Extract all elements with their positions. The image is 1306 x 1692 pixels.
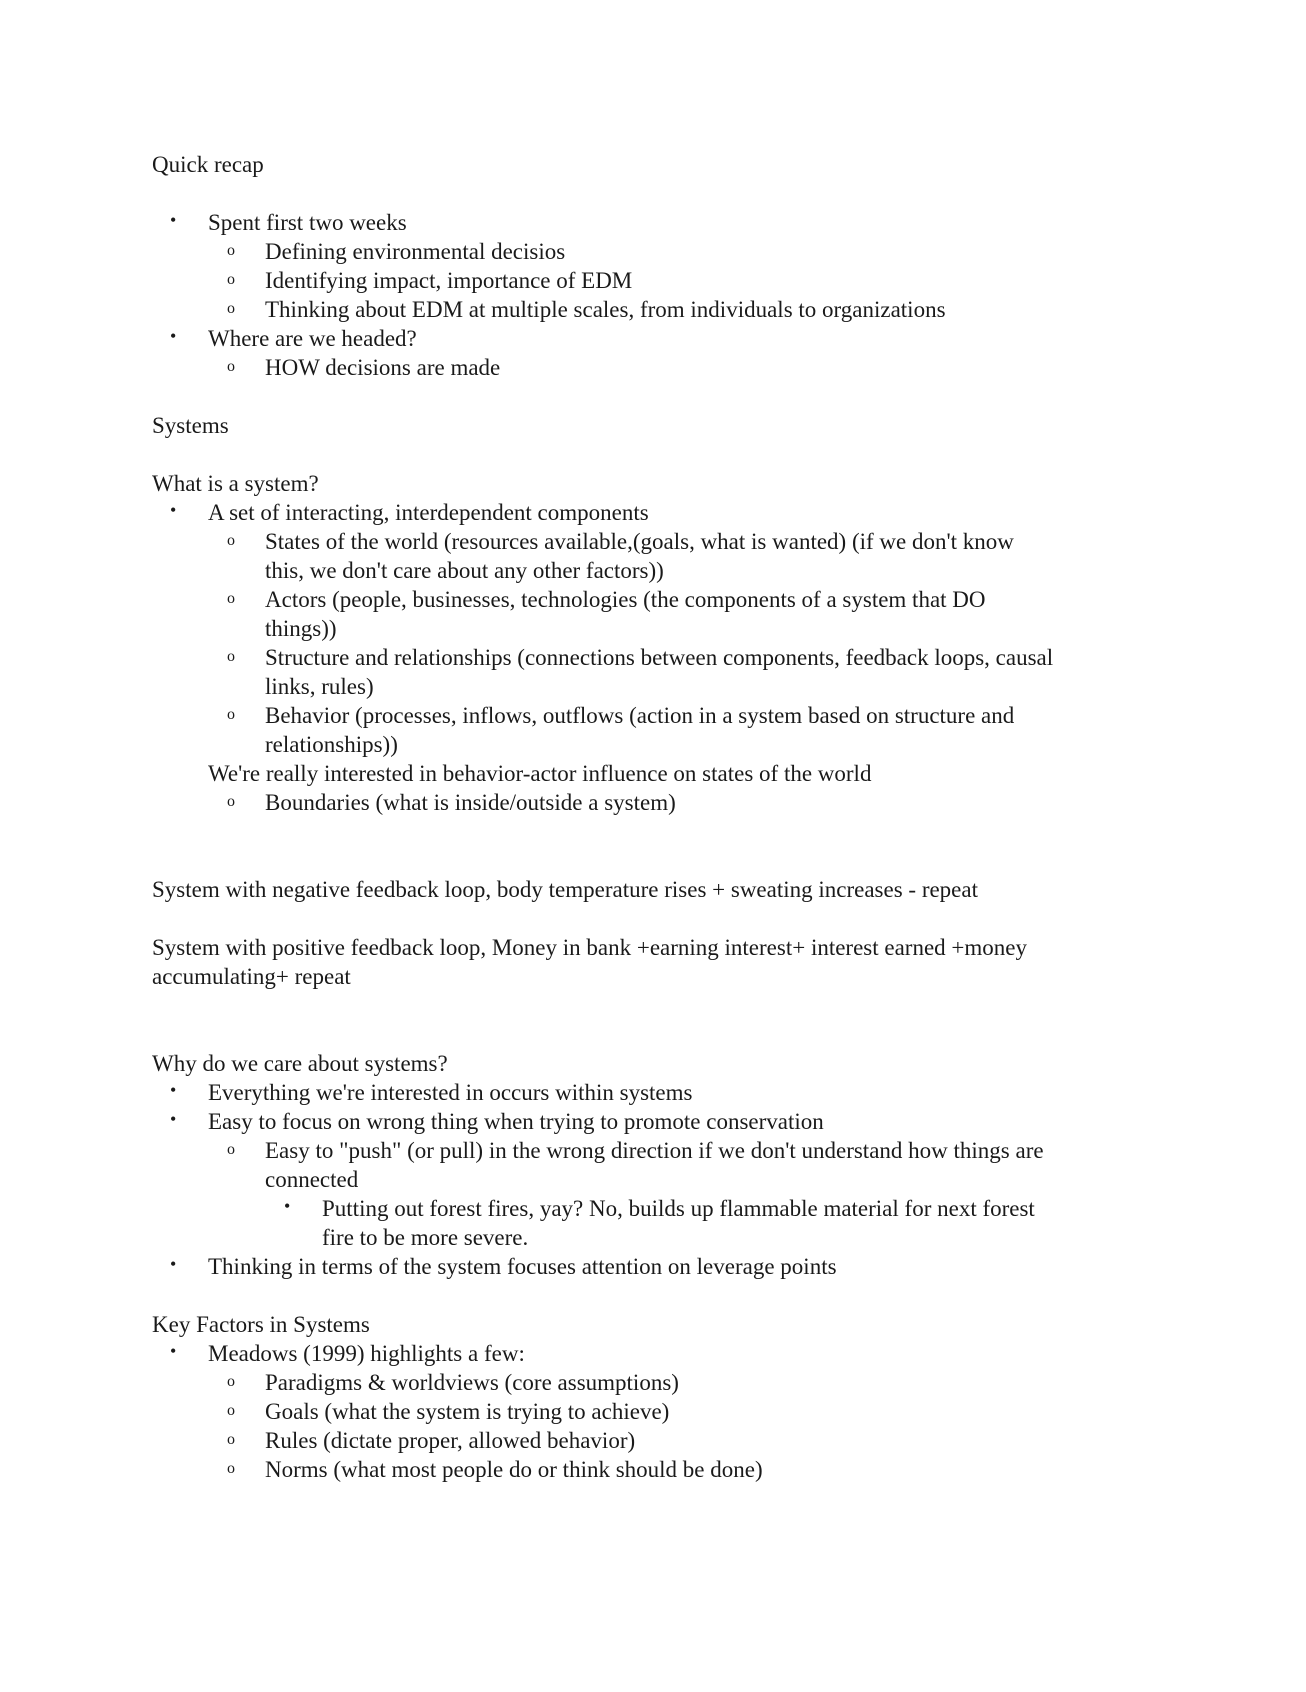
list-item: o Rules (dictate proper, allowed behavior) <box>227 1428 636 1453</box>
circle-bullet-icon: o <box>227 706 235 723</box>
circle-bullet-icon: o <box>227 1460 235 1477</box>
list-item: • A set of interacting, interdependent components <box>170 500 649 525</box>
circle-bullet-icon: o <box>227 1402 235 1419</box>
list-item: • Thinking in terms of the system focuses attention on leverage points <box>170 1254 837 1279</box>
bullet-icon: • <box>170 1341 177 1361</box>
list-item-continuation: fire to be more severe. <box>322 1225 529 1250</box>
bullet-icon: • <box>170 1080 177 1100</box>
systems-heading: Systems <box>152 413 229 438</box>
list-item: o Identifying impact, importance of EDM <box>227 268 633 293</box>
list-item: o Behavior (processes, inflows, outflows (action in a system based on structure and <box>227 703 1015 728</box>
systems-question: What is a system? <box>152 471 319 496</box>
list-item: • Everything we're interested in occurs within systems <box>170 1080 693 1105</box>
recap-heading: Quick recap <box>152 152 264 177</box>
list-item-continuation: relationships)) <box>265 732 398 757</box>
circle-bullet-icon: o <box>227 1431 235 1448</box>
list-item: o Structure and relationships (connections between components, feedback loops, causal <box>227 645 1054 670</box>
systems-note: We're really interested in behavior-actor influence on states of the world <box>208 761 872 786</box>
bullet-icon: • <box>170 210 177 230</box>
bullet-icon: • <box>284 1196 291 1216</box>
circle-bullet-icon: o <box>227 532 235 549</box>
list-item: o Goals (what the system is trying to achieve) <box>227 1399 670 1424</box>
list-item-continuation: connected <box>265 1167 359 1192</box>
list-item: • Spent first two weeks <box>170 210 407 235</box>
why-heading: Why do we care about systems? <box>152 1051 448 1076</box>
list-item: o Norms (what most people do or think should be done) <box>227 1457 763 1482</box>
circle-bullet-icon: o <box>227 590 235 607</box>
list-item-continuation: things)) <box>265 616 337 641</box>
positive-feedback-text: System with positive feedback loop, Money in bank +earning interest+ interest earned +money <box>152 935 1027 960</box>
circle-bullet-icon: o <box>227 1373 235 1390</box>
list-item: o Easy to "push" (or pull) in the wrong direction if we don't understand how things are <box>227 1138 1044 1163</box>
list-item: o States of the world (resources available,(goals, what is wanted) (if we don't know <box>227 529 1014 554</box>
list-item: o Boundaries (what is inside/outside a system) <box>227 790 676 815</box>
list-item-continuation: this, we don't care about any other factors)) <box>265 558 664 583</box>
list-item: • Putting out forest fires, yay? No, builds up flammable material for next forest <box>284 1196 1035 1221</box>
bullet-icon: • <box>170 1109 177 1129</box>
circle-bullet-icon: o <box>227 242 235 259</box>
bullet-icon: • <box>170 326 177 346</box>
circle-bullet-icon: o <box>227 1141 235 1158</box>
circle-bullet-icon: o <box>227 358 235 375</box>
positive-feedback-text-cont: accumulating+ repeat <box>152 964 351 989</box>
list-item: o Thinking about EDM at multiple scales, from individuals to organizations <box>227 297 946 322</box>
bullet-icon: • <box>170 1254 177 1274</box>
list-item-continuation: links, rules) <box>265 674 374 699</box>
list-item: o Paradigms & worldviews (core assumptions) <box>227 1370 679 1395</box>
list-item: o Defining environmental decisios <box>227 239 566 264</box>
list-item: • Easy to focus on wrong thing when trying to promote conservation <box>170 1109 824 1134</box>
list-item: • Where are we headed? <box>170 326 417 351</box>
list-item: o HOW decisions are made <box>227 355 501 380</box>
document-page <box>152 150 1152 1484</box>
negative-feedback-text: System with negative feedback loop, body temperature rises + sweating increases - repeat <box>152 877 978 902</box>
bullet-icon: • <box>170 500 177 520</box>
list-item: o Actors (people, businesses, technologies (the components of a system that DO <box>227 587 986 612</box>
circle-bullet-icon: o <box>227 271 235 288</box>
factors-heading: Key Factors in Systems <box>152 1312 370 1337</box>
circle-bullet-icon: o <box>227 793 235 810</box>
circle-bullet-icon: o <box>227 648 235 665</box>
list-item: • Meadows (1999) highlights a few: <box>170 1341 525 1366</box>
circle-bullet-icon: o <box>227 300 235 317</box>
